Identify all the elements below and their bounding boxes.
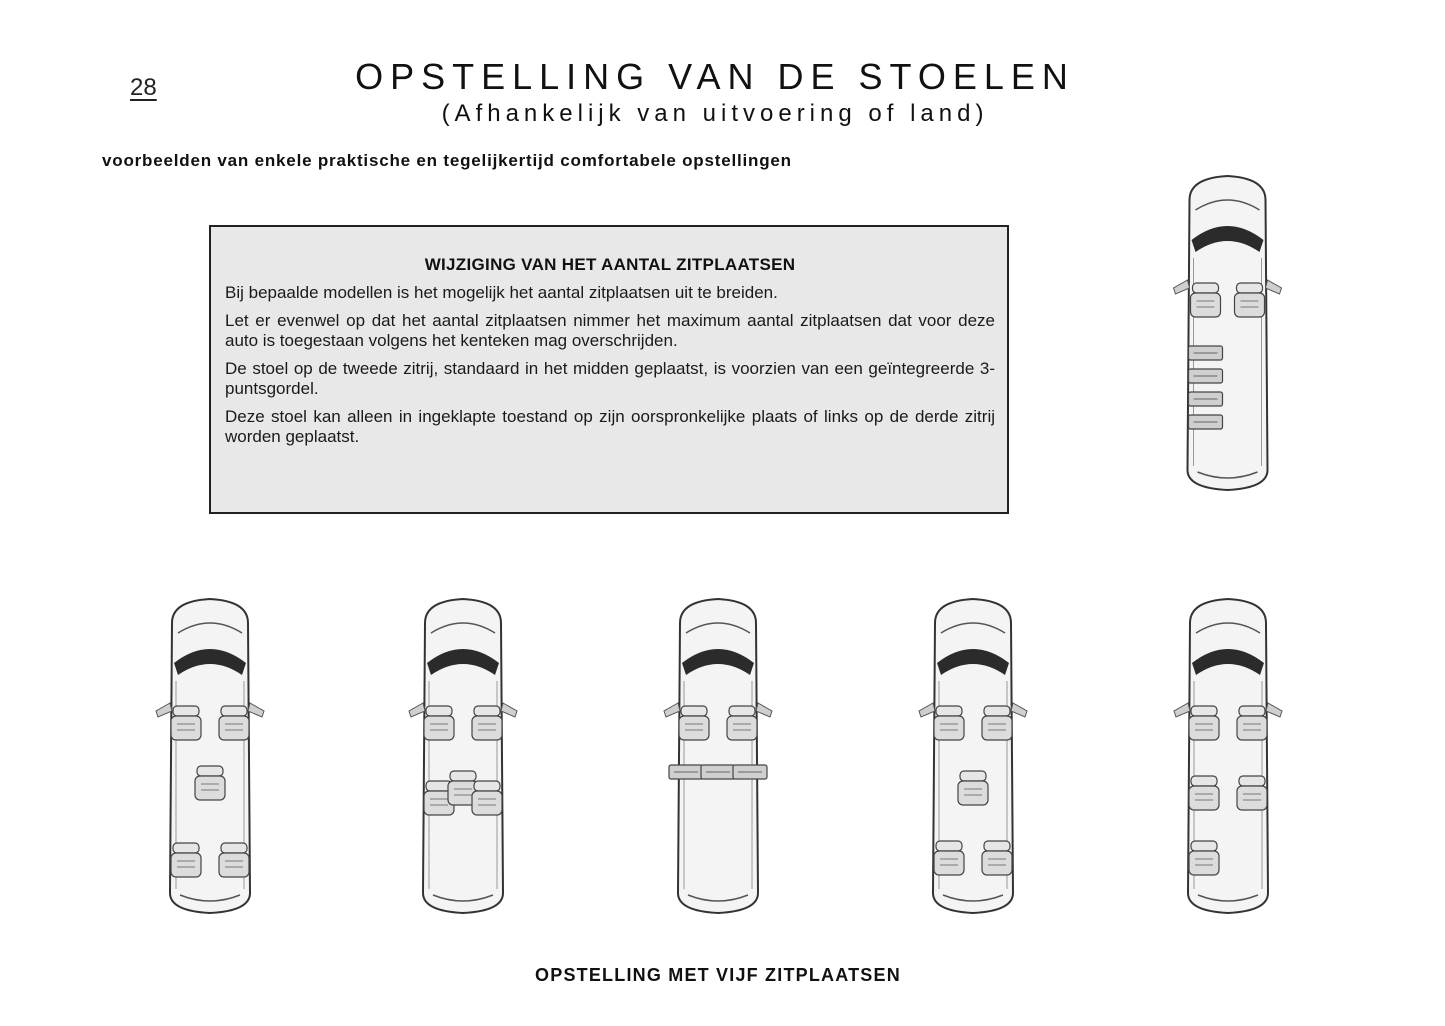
info-paragraph: De stoel op de tweede zitrij, standaard in het midden geplaatst, is voorzien van een geïntegreerde 3-puntsgordel. — [225, 359, 995, 398]
info-box — [209, 225, 1009, 514]
info-paragraph: Deze stoel kan alleen in ingeklapte toestand op zijn oorspronkelijke plaats of links op de derde zitrij worden geplaatst. — [225, 407, 995, 446]
intro-text: voorbeelden van enkele praktische en tegelijkertijd comfortabele opstellingen — [102, 151, 792, 170]
car-top-view-icon — [648, 593, 788, 923]
page-title: OPSTELLING VAN DE STOELEN — [355, 56, 1075, 97]
info-paragraph: Bij bepaalde modellen is het mogelijk het aantal zitplaatsen uit te breiden. — [225, 283, 778, 302]
car-top-view-icon — [1158, 593, 1298, 923]
info-box-heading: WIJZIGING VAN HET AANTAL ZITPLAATSEN — [424, 255, 796, 274]
car-top-view-icon — [140, 593, 280, 923]
car-top-view-icon — [903, 593, 1043, 923]
diagram-caption: OPSTELLING MET VIJF ZITPLAATSEN — [535, 965, 901, 985]
car-top-view-icon — [1150, 170, 1305, 500]
page-subtitle: (Afhankelijk van uitvoering of land) — [441, 100, 989, 127]
page-number: 28 — [130, 74, 157, 101]
info-paragraph: Let er evenwel op dat het aantal zitplaatsen nimmer het maximum aantal zitplaatsen dat voor deze auto is toegestaan volgens het kenteken mag overschrijden. — [225, 311, 995, 350]
car-top-view-icon — [393, 593, 533, 923]
